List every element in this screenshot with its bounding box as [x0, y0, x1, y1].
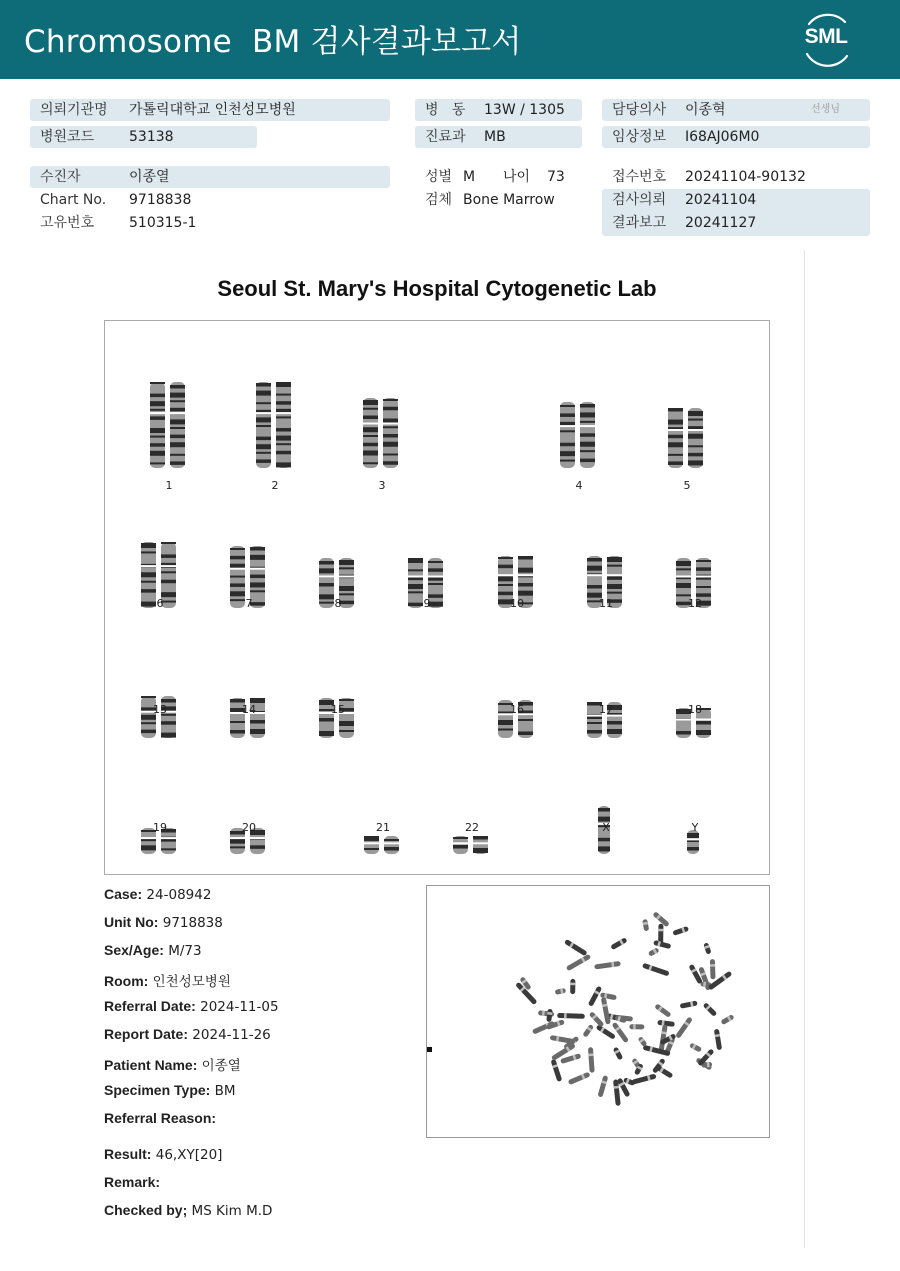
institution-value: 가톨릭대학교 인천성모병원: [129, 102, 296, 118]
case-info-key: Remark:: [104, 1174, 161, 1190]
report-title: Chromosome BM 검사결과보고서: [24, 24, 522, 60]
ward-value: 13W / 1305: [484, 102, 565, 118]
chromosome-label: 4: [575, 479, 583, 492]
sex-age-field: [415, 166, 582, 188]
ward-label: 병 동: [425, 102, 466, 118]
case-info-line: [104, 1026, 271, 1043]
doctor-suffix: 선생님: [811, 104, 840, 115]
case-info-line: [104, 998, 279, 1015]
patient-label: 수진자: [40, 169, 81, 185]
chromosome-label: 8: [334, 597, 342, 610]
institution-label: 의뢰기관명: [40, 102, 108, 118]
chromosome-label: 21: [376, 821, 390, 834]
chromosome-label: 1: [165, 479, 173, 492]
unique-no-value: 510315-1: [129, 215, 197, 231]
chromosome-label: 22: [465, 821, 479, 834]
case-info-line: [104, 1146, 222, 1163]
hospital-code-value: 53138: [129, 129, 174, 145]
specimen-label: 검체: [425, 192, 453, 208]
chromosome-label: Y: [691, 821, 699, 834]
chromosome-pair-1: [147, 380, 191, 470]
case-info-line: [104, 970, 231, 990]
age-value: 73: [547, 169, 565, 185]
chromosome-label: X: [602, 821, 610, 834]
chromosome-label: 17: [599, 703, 613, 716]
case-info-key: Specimen Type:: [104, 1082, 211, 1098]
chromosome-label: 20: [242, 821, 256, 834]
clinical-info-value: I68AJ06M0: [685, 129, 760, 145]
chromosome-label: 19: [153, 821, 167, 834]
hospital-code-label: 병원코드: [40, 129, 95, 145]
case-info-value: BM: [210, 1083, 236, 1099]
chromosome-label: 10: [510, 597, 524, 610]
case-info-key: Sex/Age:: [104, 942, 164, 958]
result-report-label: 결과보고: [612, 215, 667, 231]
case-info-key: Case:: [104, 886, 143, 902]
case-info-line: [104, 1054, 241, 1074]
doctor-label: 담당의사: [612, 102, 667, 118]
case-info-value: 46,XY[20]: [151, 1147, 223, 1163]
test-request-value: 20241104: [685, 192, 757, 208]
case-info-key: Referral Reason:: [104, 1110, 217, 1126]
specimen-value: Bone Marrow: [463, 192, 555, 208]
report-header: [0, 0, 900, 79]
case-info-key: Result:: [104, 1146, 152, 1162]
chromosome-label: 7: [245, 597, 253, 610]
receipt-no-field: [602, 166, 870, 188]
karyotype-image: [104, 320, 770, 875]
unique-no-field: [30, 212, 390, 234]
chromosome-label: 6: [156, 597, 164, 610]
department-label: 진료과: [425, 129, 466, 145]
receipt-no-value: 20241104-90132: [685, 169, 806, 185]
specimen-field: [415, 189, 582, 211]
case-info-line: [104, 1082, 236, 1099]
chromosome-pair-3: [360, 396, 404, 470]
chromosome-label: 9: [423, 597, 431, 610]
case-info-key: Checked by;: [104, 1202, 188, 1218]
case-info-line: [104, 1174, 160, 1191]
chart-no-label: Chart No.: [40, 192, 107, 208]
case-info-value: 24-08942: [142, 887, 212, 903]
case-info-line: [104, 886, 211, 903]
page-divider: [804, 250, 805, 1248]
receipt-no-label: 접수번호: [612, 169, 667, 185]
lab-title: Seoul St. Mary's Hospital Cytogenetic Lab: [217, 276, 657, 301]
sex-value: M: [463, 169, 476, 185]
patient-value: 이종열: [129, 169, 170, 185]
clinical-info-label: 임상정보: [612, 129, 667, 145]
metaphase-spread-image: [426, 885, 770, 1138]
test-request-label: 검사의뢰: [612, 192, 667, 208]
case-info-value: 2024-11-26: [188, 1027, 271, 1043]
age-label: 나이: [503, 169, 531, 185]
chromosome-label: 13: [153, 703, 167, 716]
chromosome-label: 5: [683, 479, 691, 492]
patient-field: [30, 166, 390, 188]
chart-no-field: [30, 189, 390, 211]
metaphase-spread-drawing: [427, 886, 771, 1139]
chromosome-label: 12: [688, 597, 702, 610]
department-value: MB: [484, 129, 506, 145]
unique-no-label: 고유번호: [40, 215, 95, 231]
chromosome-pair-13: [138, 694, 182, 740]
case-info-value: 9718838: [158, 915, 223, 931]
case-info-key: Referral Date:: [104, 998, 196, 1014]
chromosome-pair-2: [253, 380, 297, 470]
case-info-value: M/73: [163, 943, 202, 959]
case-info-line: [104, 914, 223, 931]
chromosome-label: 15: [331, 703, 345, 716]
case-info-value: 인천성모병원: [148, 974, 231, 990]
sex-label: 성별: [425, 169, 453, 185]
chromosome-label: 2: [271, 479, 279, 492]
case-info-value: MS Kim M.D: [187, 1203, 273, 1219]
department-field: [415, 126, 582, 148]
chromosome-label: 18: [688, 703, 702, 716]
case-info-key: Unit No:: [104, 914, 159, 930]
chromosome-label: 11: [599, 597, 613, 610]
case-info-key: Room:: [104, 973, 149, 989]
clinical-info-field: [602, 126, 870, 148]
chromosome-label: 16: [510, 703, 524, 716]
chart-no-value: 9718838: [129, 192, 192, 208]
case-info-line: [104, 1110, 216, 1127]
case-info-key: Patient Name:: [104, 1057, 198, 1073]
chromosome-label: 3: [378, 479, 386, 492]
chromosome-pair-5: [665, 406, 709, 470]
sml-logo-text: SML: [804, 25, 848, 48]
institution-field: [30, 99, 390, 121]
chromosome-pair-21: [361, 834, 405, 856]
chromosome-label: 14: [242, 703, 256, 716]
case-info-value: 2024-11-05: [195, 999, 279, 1015]
result-report-value: 20241127: [685, 215, 757, 231]
doctor-field: [602, 99, 870, 121]
case-info-value: 이종열: [197, 1058, 241, 1074]
hospital-code-field: [30, 126, 257, 148]
chromosome-pair-4: [557, 400, 601, 470]
ward-field: [415, 99, 582, 121]
sml-logo: [797, 10, 855, 68]
dates-field: [602, 189, 870, 236]
case-info-line: [104, 942, 202, 959]
doctor-value: 이종혁: [685, 102, 726, 118]
chromosome-pair-22: [450, 834, 494, 856]
case-info-key: Report Date:: [104, 1026, 189, 1042]
case-info-line: [104, 1202, 272, 1219]
